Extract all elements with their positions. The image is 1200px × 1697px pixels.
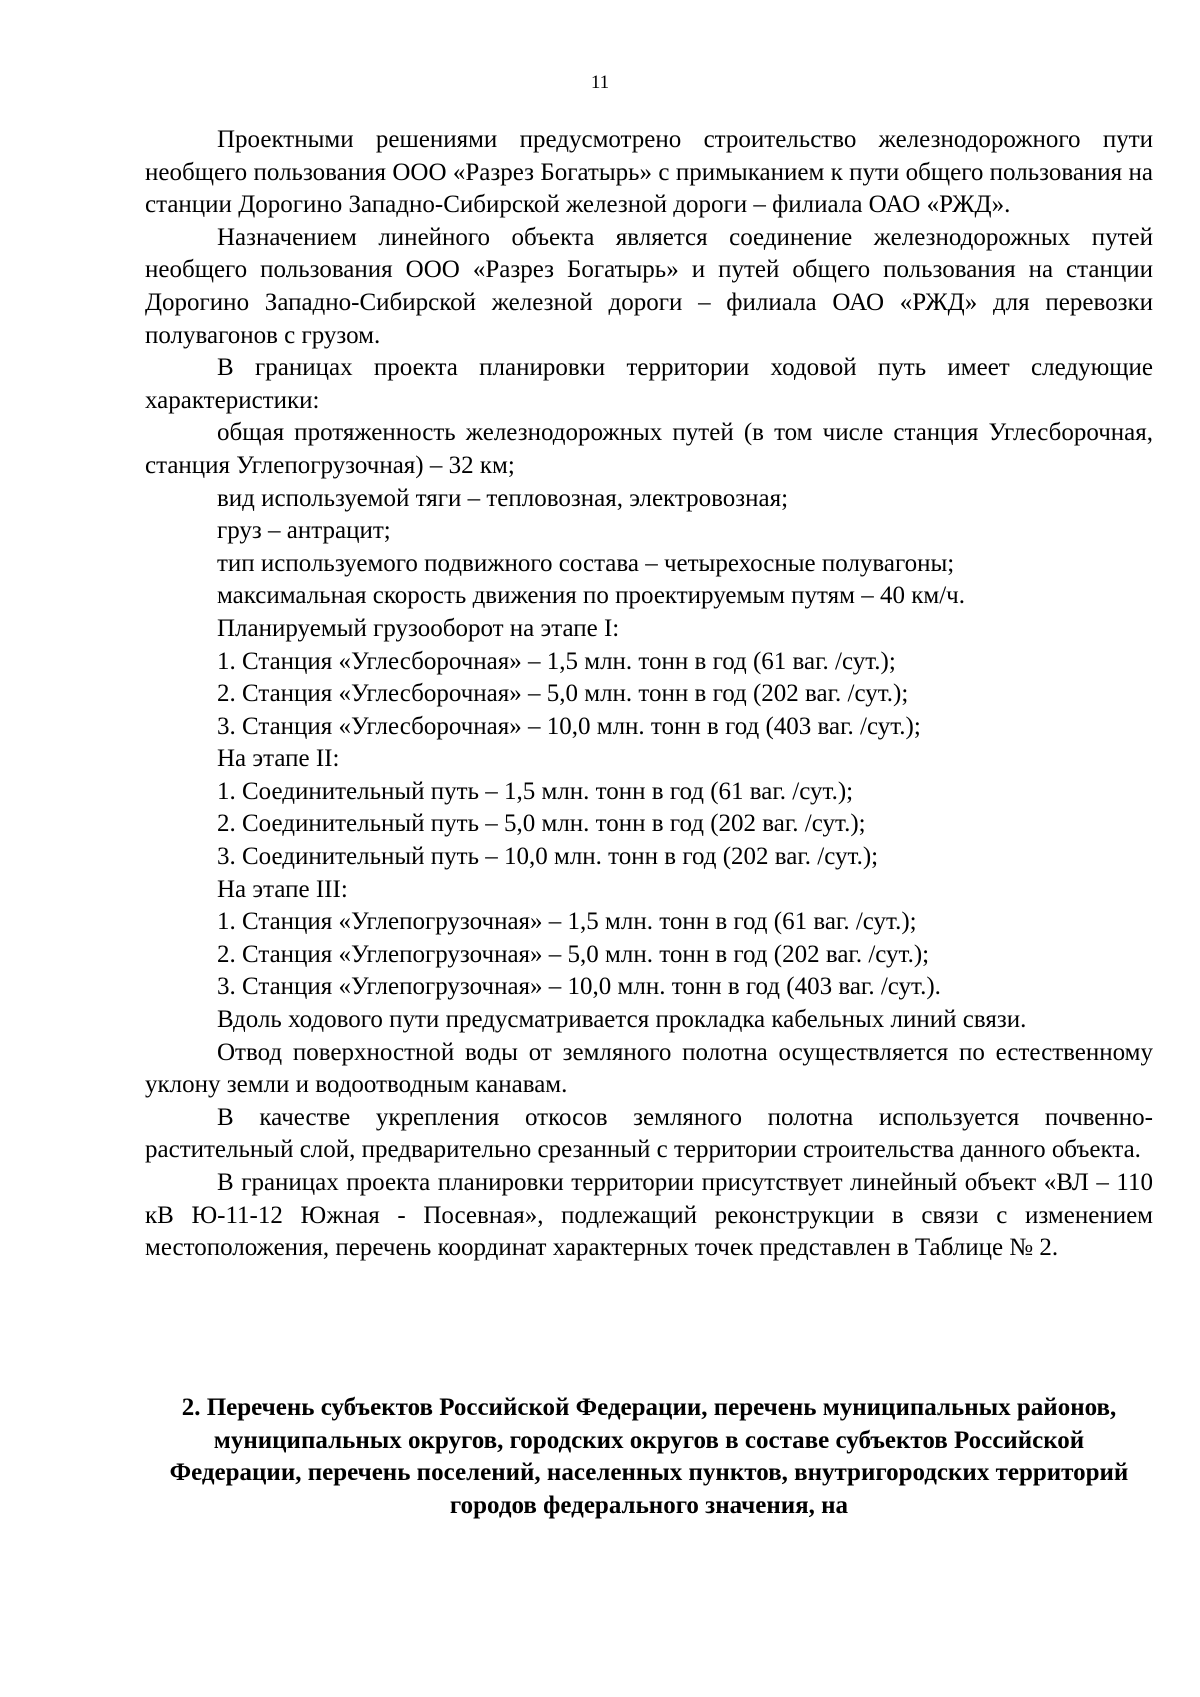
paragraph-slope-reinforcement: В качестве укрепления откосов земляного полотна используется почвенно-растительный слой, предварительно срезанный с территории строительства данного объекта. — [145, 1103, 1153, 1164]
paragraph-stage-3-heading: На этапе III: — [217, 875, 348, 903]
list-item-stage-2-1: 1. Соединительный путь – 1,5 млн. тонн в год (61 ваг. /сут.); — [217, 777, 854, 805]
paragraph-cargo: груз – антрацит; — [217, 517, 391, 545]
list-item-stage-2-2: 2. Соединительный путь – 5,0 млн. тонн в год (202 ваг. /сут.); — [217, 810, 866, 838]
page-number: 11 — [590, 72, 610, 93]
list-item-stage-3-2: 2. Станция «Углепогрузочная» – 5,0 млн. тонн в год (202 ваг. /сут.); — [217, 940, 930, 968]
paragraph-max-speed: максимальная скорость движения по проектируемым путям – 40 км/ч. — [217, 582, 965, 610]
paragraph-cable-lines: Вдоль ходового пути предусматривается прокладка кабельных линий связи. — [217, 1006, 1027, 1034]
document-body — [145, 124, 1153, 1265]
paragraph-stage-2-heading: На этапе II: — [217, 745, 340, 773]
list-item-stage-1-3: 3. Станция «Углесборочная» – 10,0 млн. тонн в год (403 ваг. /сут.); — [217, 712, 921, 740]
paragraph-project-decisions: Проектными решениями предусмотрено строительство железнодорожного пути необщего пользования ООО «Разрез Богатырь» с примыканием к пути общего пользования на станции Дорогино Западно-Сибирской железной дороги – филиала ОАО «РЖД». — [145, 126, 1153, 219]
paragraph-stage-1-heading: Планируемый грузооборот на этапе I: — [217, 614, 620, 642]
paragraph-purpose: Назначением линейного объекта является соединение железнодорожных путей необщего пользования ООО «Разрез Богатырь» и путей общего пользования на станции Дорогино Западно-Сибирской железной дороги – филиала ОАО «РЖД» для перевозки полувагонов с грузом. — [145, 223, 1153, 349]
paragraph-characteristics-intro: В границах проекта планировки территории ходовой путь имеет следующие характеристики: — [145, 354, 1153, 414]
paragraph-rolling-stock: тип используемого подвижного состава – четырехосные полувагоны; — [217, 549, 955, 577]
paragraph-traction-type: вид используемой тяги – тепловозная, электровозная; — [217, 484, 789, 512]
list-item-stage-1-1: 1. Станция «Углесборочная» – 1,5 млн. тонн в год (61 ваг. /сут.); — [217, 647, 896, 675]
paragraph-power-line: В границах проекта планировки территории присутствует линейный объект «ВЛ – 110 кВ Ю-11-12 Южная - Посевная», подлежащий реконструкции в связи с изменением местоположения, перечень координат характерных точек представлен в Таблице № 2. — [145, 1169, 1153, 1262]
paragraph-track-length: общая протяженность железнодорожных путей (в том числе станция Углесборочная, станция Углепогрузочная) – 32 км; — [145, 419, 1153, 479]
list-item-stage-3-3: 3. Станция «Углепогрузочная» – 10,0 млн. тонн в год (403 ваг. /сут.). — [217, 973, 941, 1001]
list-item-stage-2-3: 3. Соединительный путь – 10,0 млн. тонн в год (202 ваг. /сут.); — [217, 843, 879, 871]
list-item-stage-3-1: 1. Станция «Углепогрузочная» – 1,5 млн. тонн в год (61 ваг. /сут.); — [217, 908, 917, 936]
paragraph-drainage: Отвод поверхностной воды от земляного полотна осуществляется по естественному уклону земли и водоотводным канавам. — [145, 1038, 1153, 1099]
section-heading: 2. Перечень субъектов Российской Федерации, перечень муниципальных районов, муниципальных округов, городских округов в составе субъектов Российской Федерации, перечень поселений, населенных пунктов, внутригородских территорий городов федерального значения, на — [169, 1394, 1129, 1519]
list-item-stage-1-2: 2. Станция «Углесборочная» – 5,0 млн. тонн в год (202 ваг. /сут.); — [217, 680, 909, 708]
